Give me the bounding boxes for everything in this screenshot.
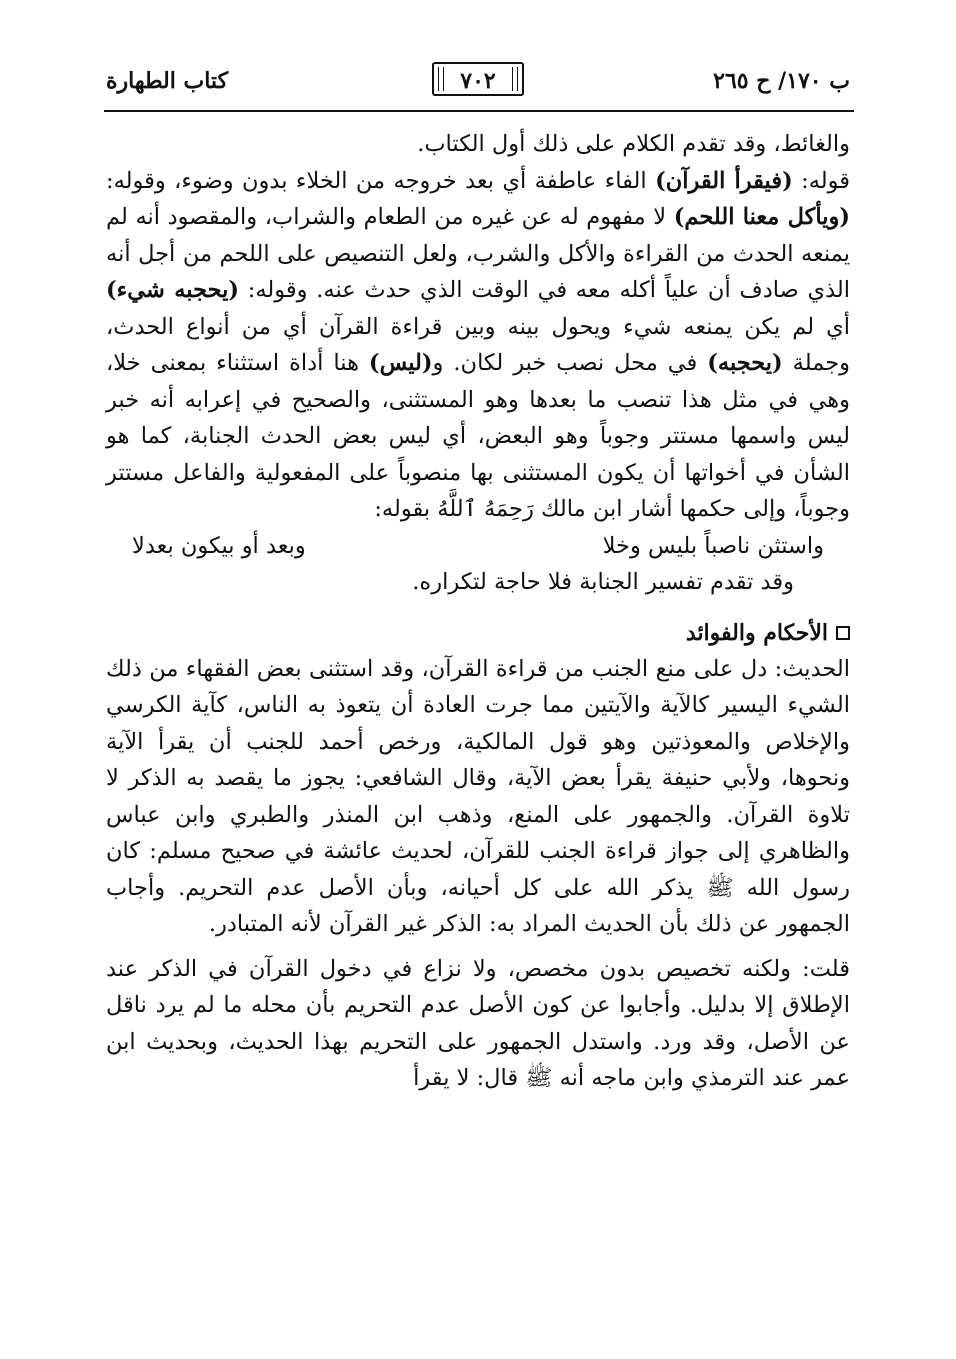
section-heading: [106, 615, 850, 651]
text-segment: لا مفهوم له عن غيره من الطعام والشراب، والمقصود أنه لم يمنعه الحدث من القراءة والأكل والشرب، ولعل التنصيص على اللحم من أجل أنه الذي صادف أن علياً أكله معه في الوقت الذي حدث عنه. وقوله:: [106, 204, 850, 303]
text-segment: في محل نصب خبر لكان. و: [432, 350, 708, 376]
verse-first-hemistich: واستثن ناصباً بليس وخلا: [602, 532, 824, 559]
page-header: [106, 62, 850, 102]
quoted-phrase: (ليس): [368, 350, 433, 376]
header-rule: [104, 110, 854, 112]
quoted-phrase: (يحجبه شيء): [106, 277, 240, 303]
paragraph: [106, 163, 850, 528]
after-verse-line: وقد تقدم تفسير الجنابة فلا حاجة لتكراره.: [412, 569, 794, 595]
page-body: [106, 126, 850, 1097]
paragraph: الحديث: دل على منع الجنب من قراءة القرآن، وقد استثنى بعض الفقهاء من ذلك الشيء اليسير كالآية والآيتين مما جرت العادة أن يتعوذ به الناس، كآية الكرسي والإخلاص والمعوذتين وهو قول المالكية، ورخص أحمد للجنب أن يقرأ الآية ونحوها، ولأبي حنيفة يقرأ بعض الآية، وقال الشافعي: يجوز ما يقصد به الذكر لا تلاوة القرآن. والجمهور على المنع، وذهب ابن المنذر والطبري وابن عباس والظاهري إلى جواز قراءة الجنب للقرآن، لحديث عائشة في صحيح مسلم: كان رسول الله ﷺ يذكر الله على كل أحيانه، وبأن الأصل عدم التحريم. وأجاب الجمهور عن ذلك بأن الحديث المراد به: الذكر غير القرآن لأنه المتبادر.: [106, 655, 850, 937]
text-segment: أي لم يكن يمنعه شيء ويحول بينه وبين قراءة القرآن أي من أنواع الحدث، وجملة: [106, 313, 850, 376]
text-segment: الفاء عاطفة أي بعد خروجه من الخلاء بدون وضوء، وقوله:: [106, 167, 656, 194]
verse-second-hemistich: وبعد أو بيكون بعدلا: [132, 532, 306, 559]
book-title: كتاب الطهارة: [106, 68, 229, 94]
quoted-phrase: (ويأكل معنا اللحم): [673, 204, 850, 230]
text-segment: هنا أداة استثناء بمعنى خلا، وهي في مثل هذا تنصب ما بعدها وهو المستثنى، والصحيح في إعرابه أنه خبر ليس واسمها مستتر وجوباً وهو البعض، أي ليس بعض الحدث الجنابة، كما هو الشأن في أخواتها أن يكون المستثنى بها منصوباً على المفعولية والفاعل مستتر وجوباً، وإلى حكمها أشار ابن مالك رَحِمَهُ ٱللَّهُ بقوله:: [106, 350, 850, 522]
page-number-frame: [432, 62, 524, 96]
paragraph: قلت: ولكنه تخصيص بدون مخصص، ولا نزاع في دخول القرآن في الذكر عند الإطلاق إلا بدليل. وأجابوا عن كون الأصل عدم التحريم بأن محله ما لم يرد ناقل عن الأصل، وقد ورد. واستدل الجمهور على التحريم بهذا الحديث، وبحديث ابن عمر عند الترمذي وابن ماجه أنه ﷺ قال: لا يقرأ: [106, 955, 850, 1091]
text-segment: والغائط، وقد تقدم الكلام على ذلك أول الكتاب.: [417, 131, 850, 157]
text-segment: قوله:: [792, 167, 851, 194]
hadith-reference: ب ١٧٠/ ح ٢٦٥: [713, 68, 850, 94]
quoted-phrase: (فيقرأ القرآن): [655, 167, 793, 194]
page-number: ٧٠٢: [460, 68, 496, 94]
paragraph: [106, 126, 850, 163]
section-title: الأحكام والفوائد: [685, 619, 828, 646]
quoted-phrase: (يحجبه): [707, 350, 783, 376]
paragraph-gap: [106, 943, 850, 951]
poetry-verse: [106, 528, 850, 565]
square-bullet-icon: [836, 626, 850, 640]
